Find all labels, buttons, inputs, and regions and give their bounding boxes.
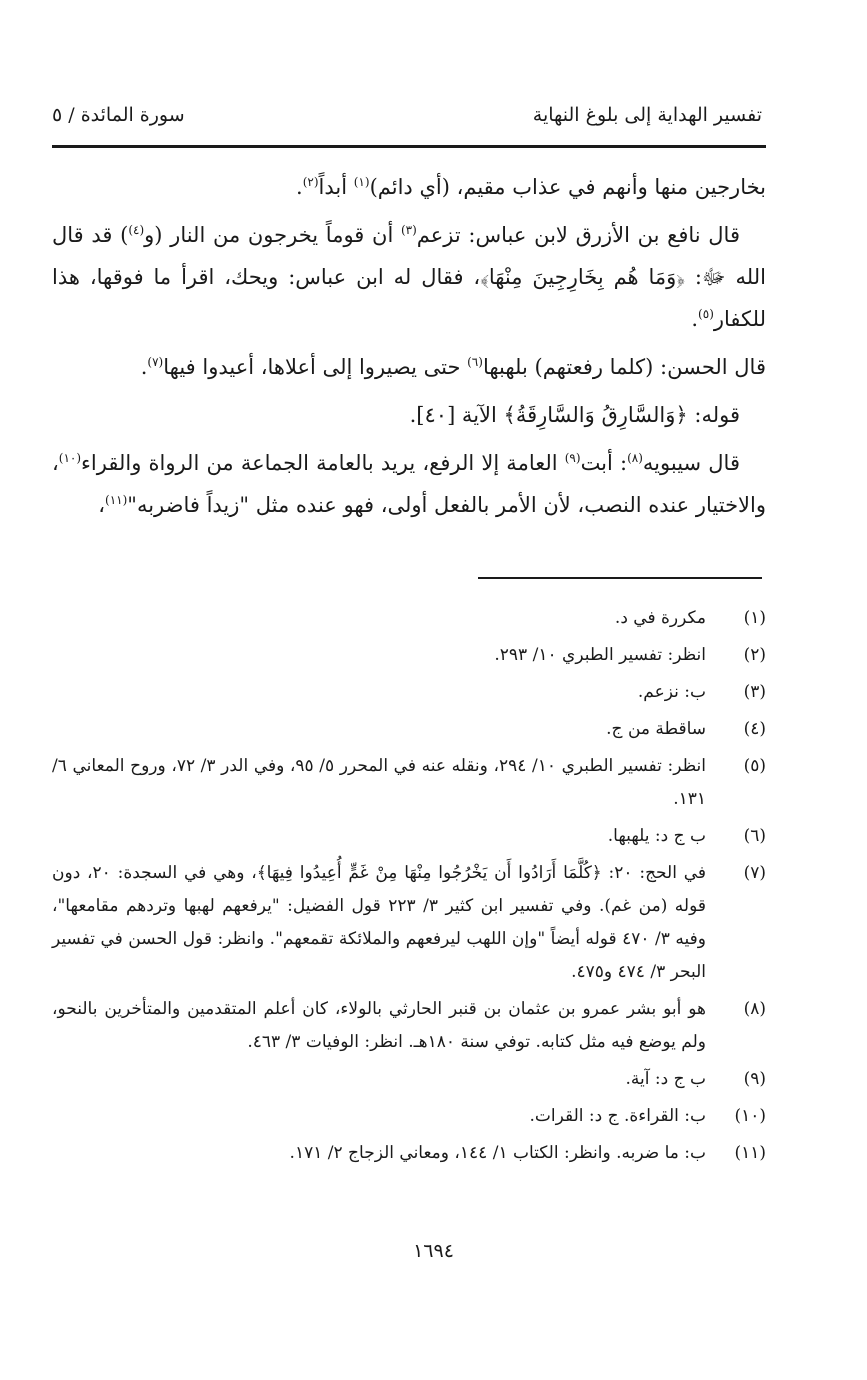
footnote bbox=[52, 750, 766, 816]
footnote-number: (٤) bbox=[743, 719, 766, 739]
footnote-marker: (٢) bbox=[302, 175, 319, 189]
running-head bbox=[52, 100, 762, 136]
page-number: ١٦٩٤ bbox=[413, 1240, 454, 1262]
text-run: ، والاختيار عنده النصب، لأن الأمر بالفعل أولى، فهو عنده مثل "زيداً فاضربه" bbox=[52, 451, 766, 517]
paragraph-2 bbox=[52, 214, 766, 340]
footnote bbox=[52, 1063, 766, 1096]
footnote-number: (٩) bbox=[743, 1069, 766, 1089]
text-run: . bbox=[140, 355, 148, 379]
header-divider bbox=[52, 145, 766, 148]
text-run: الآية [٤٠]. bbox=[409, 403, 504, 427]
footnote-text: ب: نزعم. bbox=[637, 682, 706, 702]
text-run: قال الحسن: (كلما رفعتهم) بلهبها bbox=[482, 355, 766, 379]
footnote-marker: (١١) bbox=[105, 493, 128, 507]
footnote-marker: (٤) bbox=[128, 223, 145, 237]
footnote bbox=[52, 1137, 766, 1170]
text-run: أبداً bbox=[318, 175, 354, 199]
paragraph-4 bbox=[52, 394, 766, 436]
footnote bbox=[52, 1100, 766, 1133]
paragraph-1 bbox=[52, 166, 766, 208]
footnote-number: (٥) bbox=[743, 756, 766, 776]
main-text bbox=[52, 166, 766, 532]
footnote-text: ساقطة من ج. bbox=[606, 719, 706, 739]
footnote-text: مكررة في د. bbox=[614, 608, 706, 628]
footnote-marker: (٥) bbox=[698, 307, 714, 321]
footnote-number: (٣) bbox=[743, 682, 766, 702]
text-run: ) قد قال الله ﷻ: bbox=[52, 223, 766, 289]
footnote-text: انظر: تفسير الطبري ١٠/ ٢٩٤، ونقله عنه في المحرر ٥/ ٩٥، وفي الدر ٣/ ٧٢، وروح المعاني ٦/ ١٣١. bbox=[52, 756, 706, 809]
footnote bbox=[52, 639, 766, 672]
quran-quote: ﴿وَالسَّارِقُ وَالسَّارِقَةُ﴾ bbox=[503, 403, 688, 427]
footnote-number: (١١) bbox=[734, 1143, 766, 1163]
footnote-text: ب ج د: آية. bbox=[625, 1069, 706, 1089]
text-run: العامة إلا الرفع، يريد بالعامة الجماعة من الرواة والقراء bbox=[81, 451, 565, 475]
text-run: ، bbox=[98, 493, 106, 517]
footnote-number: (٧) bbox=[743, 863, 766, 883]
quran-quote: ﴿وَمَا هُم بِخَارِجِينَ مِنْهَا﴾ bbox=[480, 265, 685, 289]
text-run: . bbox=[296, 175, 303, 199]
text-run: أن قوماً يخرجون من النار (و bbox=[144, 223, 401, 247]
footnote-number: (٦) bbox=[743, 826, 766, 846]
footnote-marker: (٦) bbox=[467, 355, 483, 369]
book-title: تفسير الهداية إلى بلوغ النهاية bbox=[532, 104, 762, 126]
footnote-marker: (٨) bbox=[627, 451, 643, 465]
footnote-number: (١) bbox=[743, 608, 766, 628]
text-run: قوله: bbox=[687, 403, 740, 427]
paragraph-5 bbox=[52, 442, 766, 526]
paragraph-3 bbox=[52, 346, 766, 388]
footnote-marker: (٣) bbox=[400, 223, 417, 237]
footnote bbox=[52, 820, 766, 853]
footnote-marker: (١٠) bbox=[58, 451, 82, 465]
footnote-text: انظر: تفسير الطبري ١٠/ ٢٩٣. bbox=[494, 645, 706, 665]
text-run: قال نافع بن الأزرق لابن عباس: تزعم bbox=[416, 223, 740, 247]
footnote-number: (١٠) bbox=[734, 1106, 766, 1126]
footnote-text: ب ج د: يلهبها. bbox=[607, 826, 706, 846]
footnote-text: في الحج: ٢٠: ﴿كُلَّمَا أَرَادُوا أَن يَخْرُجُوا مِنْهَا مِنْ غَمٍّ أُعِيدُوا فِيهَا﴾، وهي في السجدة: ٢٠، دون قوله (من غم). وفي تفسير ابن كثير ٣/ ٢٢٣ قول الفضيل: "يرفعهم لهبها وتردهم مقامعها"، وفيه ٣/ ٤٧٠ قوله أيضاً "وإن اللهب ليرفعهم والملائكة تقمعهم". وانظر: قول الحسن في تفسير البحر ٣/ ٤٧٤ و٤٧٥. bbox=[52, 863, 707, 982]
text-run: ، فقال له ابن عباس: ويحك، اقرأ ما فوقها، هذا للكفار bbox=[52, 265, 766, 331]
footnote-number: (٢) bbox=[743, 645, 766, 665]
footnote bbox=[52, 602, 766, 635]
footnote-marker: (٩) bbox=[564, 451, 581, 465]
text-run: . bbox=[691, 307, 699, 331]
text-run: : أبت bbox=[580, 451, 628, 475]
footnote-marker: (١) bbox=[353, 175, 370, 189]
footnote-number: (٨) bbox=[743, 999, 766, 1019]
footnote-marker: (٧) bbox=[147, 355, 164, 369]
footnote-text: ب: ما ضربه. وانظر: الكتاب ١/ ١٤٤، ومعاني الزجاج ٢/ ١٧١. bbox=[289, 1143, 706, 1163]
footnote bbox=[52, 676, 766, 709]
text-run: حتى يصيروا إلى أعلاها، أعيدوا فيها bbox=[163, 355, 468, 379]
footnote-text: ب: القراءة. ج د: القرات. bbox=[529, 1106, 706, 1126]
footnote-text: هو أبو بشر عمرو بن عثمان بن قنبر الحارثي بالولاء، كان أعلم المتقدمين والمتأخرين بالنحو، ولم يوضع فيه مثل كتابه. توفي سنة ١٨٠هـ. انظر: الوفيات ٣/ ٤٦٣. bbox=[52, 999, 706, 1052]
text-run: بخارجين منها وأنهم في عذاب مقيم، (أي دائم) bbox=[369, 175, 766, 199]
footnote-separator bbox=[478, 577, 762, 579]
footnote bbox=[52, 713, 766, 746]
surah-reference: سورة المائدة / ٥ bbox=[52, 104, 185, 126]
footnote bbox=[52, 993, 766, 1059]
text-run: قال سيبويه bbox=[642, 451, 740, 475]
footnotes bbox=[52, 602, 766, 1174]
footnote bbox=[52, 857, 766, 989]
